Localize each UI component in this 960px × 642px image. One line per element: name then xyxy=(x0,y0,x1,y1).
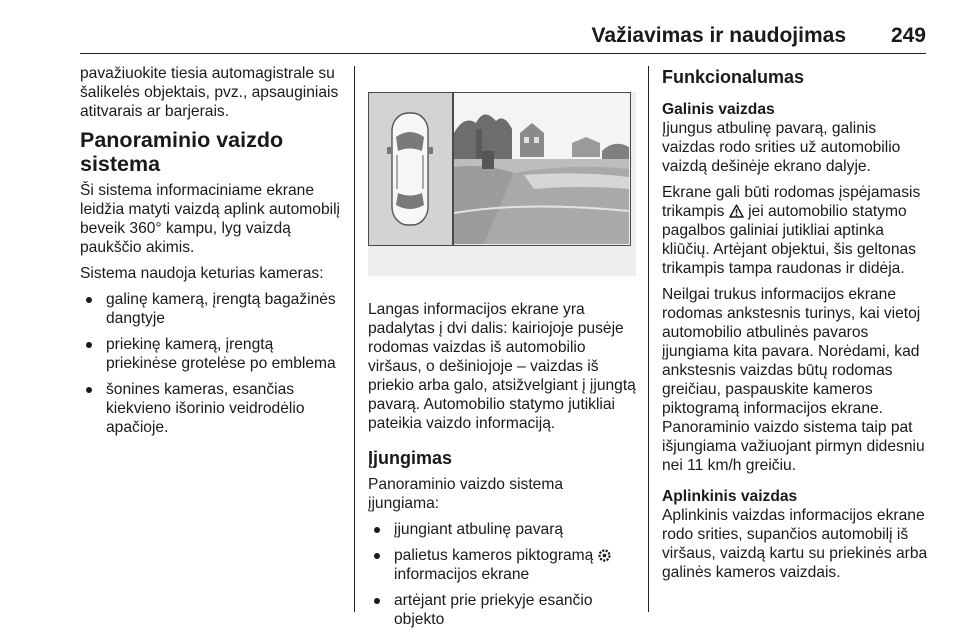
rear-view-paragraph: Įjungus atbulinę pavarą, galinis vaizdas rodo srities už automobilio vaizdą dešinėje ekrano dalyje. xyxy=(662,120,901,175)
list-item xyxy=(368,546,636,584)
list-item xyxy=(368,520,636,539)
column-divider-right xyxy=(648,66,649,612)
section-title: Panoraminio vaizdo sistema xyxy=(80,128,284,176)
list-item-text: palietus kameros piktogramą xyxy=(394,547,594,564)
list-item xyxy=(80,290,344,328)
return-view-paragraph: Neilgai trukus informacijos ekrane rodomas ankstesnis turinys, kai vietoj automobilio atbulinės pavaros įjungiama kita pavara. Norėdami, kad ankstesnis vaizdas būtų rodomas greičiau, paspauskite kameros piktogramą informacijos ekrane. Panoraminio vaizdo sistema taip pat išjungiama važiuojant pirmyn didesniu nei 11 km/h greičiu. xyxy=(662,286,925,474)
camera-settings-icon xyxy=(598,549,611,562)
bullet-dot xyxy=(86,342,92,348)
bullet-dot xyxy=(374,598,380,604)
top-view-panel xyxy=(368,92,453,246)
warning-triangle-icon xyxy=(729,204,744,218)
column-1 xyxy=(80,64,344,444)
warning-paragraph xyxy=(662,183,928,278)
system-description: Ši sistema informaciniame ekrane leidžia matyti vaizdą aplink automobilį beveik 360° kampu, lyg vaizdą paukščio akimis. xyxy=(80,182,341,256)
cameras-intro: Sistema naudoja keturias kameras: xyxy=(80,265,324,282)
page-header xyxy=(80,16,926,54)
activation-intro: Panoraminio vaizdo sistema įjungiama: xyxy=(368,476,564,512)
page-number: 249 xyxy=(890,24,926,47)
functionality-heading: Funkcionalumas xyxy=(662,67,805,87)
surround-view-heading: Aplinkinis vaizdas xyxy=(662,488,798,505)
list-item-text: šonines kameras, esančias kiekvieno išorinio veidrodėlio apačioje. xyxy=(106,381,305,436)
header-rule xyxy=(80,53,926,54)
bullet-dot xyxy=(86,297,92,303)
activation-list xyxy=(368,520,636,629)
list-item xyxy=(80,335,344,373)
rear-view-heading: Galinis vaizdas xyxy=(662,101,775,118)
rear-camera-image xyxy=(454,93,629,244)
intro-paragraph: pavažiuokite tiesia automagistrale su šalikelės objektais, pvz., apsauginiais atitvarais ar barjerais. xyxy=(80,65,339,120)
bullet-dot xyxy=(374,553,380,559)
surround-view-paragraph: Aplinkinis vaizdas informacijos ekrane rodo srities, supančios automobilį iš viršaus, vaizdą kartu su priekinės arba galinės kameros vaizdais. xyxy=(662,507,928,581)
figure-description: Langas informacijos ekrane yra padalytas į dvi dalis: kairiojoje pusėje rodomas vaizdas iš automobilio viršaus, o dešiniojoje – vaizdas iš priekio arba galo, atsižvelgiant į įjungtą pavarą. Automobilio statymo jutikliai pateikia vaizdo informaciją. xyxy=(368,301,636,432)
warning-text-end: jei automobilio statymo pagalbos galiniai jutikliai aptinka kliūčių. Artėjant objektui, šis geltonas trikampis tampa raudonas ir didėja. xyxy=(662,203,916,277)
list-item-text: informacijos ekrane xyxy=(394,566,530,583)
list-item-text: įjungiant atbulinę pavarą xyxy=(394,521,564,538)
list-item-text: galinę kamerą, įrengtą bagažinės dangtyje xyxy=(106,291,336,327)
list-item xyxy=(80,380,344,437)
bullet-dot xyxy=(86,387,92,393)
bullet-dot xyxy=(374,527,380,533)
column-2 xyxy=(368,64,636,636)
warning-text-start: Ekrane gali būti rodomas įspėjamasis trikampis xyxy=(662,184,921,220)
column-divider-left xyxy=(354,66,355,612)
camera-view-figure xyxy=(368,92,636,276)
header-title: Važiavimas ir naudojimas xyxy=(591,24,846,47)
rear-camera-panel xyxy=(453,92,631,246)
car-top-view-icon xyxy=(369,93,451,244)
activation-heading: Įjungimas xyxy=(368,448,453,468)
list-item-text: priekinę kamerą, įrengtą priekinėse grotelėse po emblema xyxy=(106,336,336,372)
camera-list xyxy=(80,290,344,437)
list-item-text: artėjant prie priekyje esančio objekto xyxy=(394,592,593,628)
column-3 xyxy=(662,64,928,589)
list-item xyxy=(368,591,636,629)
